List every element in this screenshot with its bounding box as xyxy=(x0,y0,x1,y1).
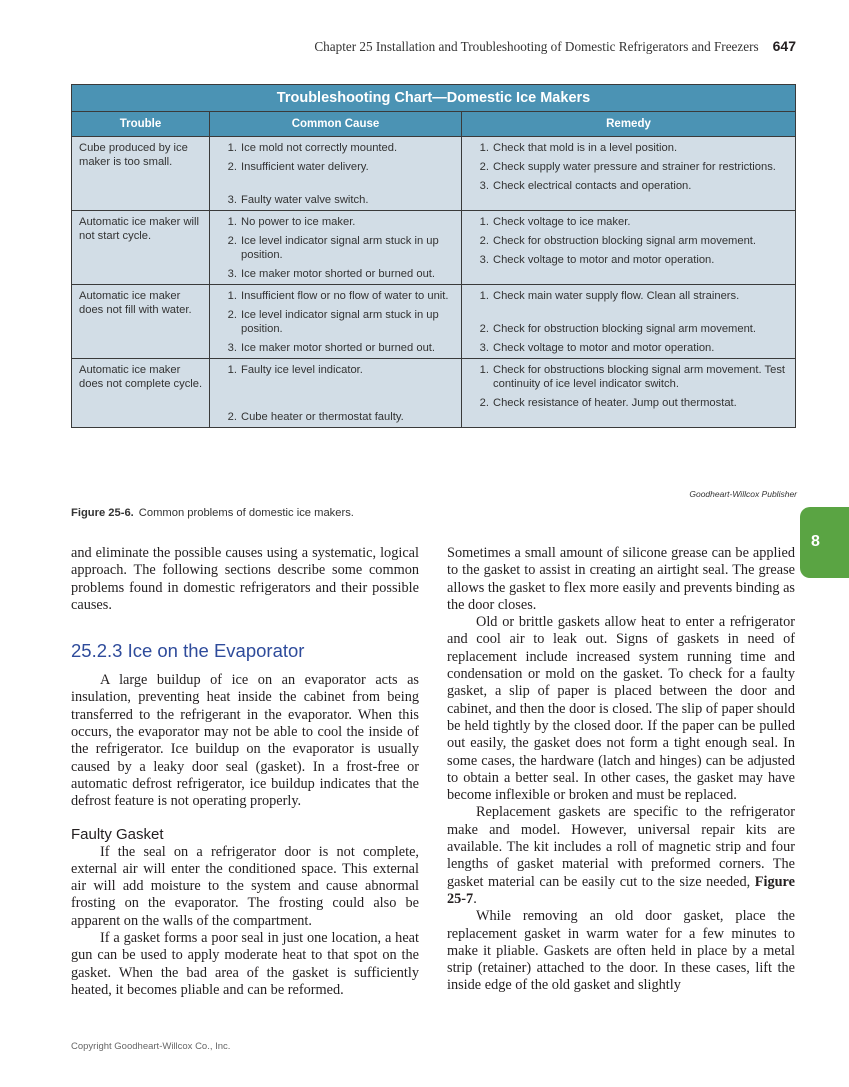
item-number: 3. xyxy=(227,268,237,280)
table-title: Troubleshooting Chart—Domestic Ice Makers xyxy=(72,85,796,112)
cause-cell xyxy=(210,285,462,359)
troubleshooting-table xyxy=(71,84,796,428)
item-number: 1. xyxy=(227,290,237,302)
figure-caption-text: Common problems of domestic ice makers. xyxy=(138,507,354,519)
paragraph xyxy=(447,804,795,908)
item-number: 2. xyxy=(479,235,489,247)
chapter-tab-label: 8 xyxy=(811,533,820,550)
trouble-cell: Automatic ice maker will not start cycle. xyxy=(72,211,210,285)
cause-cell xyxy=(210,137,462,211)
item-number: 2. xyxy=(479,397,489,409)
remedy-text: Check voltage to motor and motor operation. xyxy=(493,342,715,354)
paragraph: and eliminate the possible causes using a systematic, logical approach. The following sections describe some common problems found in domestic refrigerators and their possible causes. xyxy=(71,545,419,613)
item-number: 1. xyxy=(227,142,237,154)
figure-label: Figure 25-6. xyxy=(71,507,134,519)
paragraph: Old or brittle gaskets allow heat to enter a refrigerator and cool air to leak out. Signs of gaskets in need of replacement include increased system running time and condensation or mold on the gasket. To check for a faulty gasket, a slip of paper is placed between the door and cabinet, and then the door is closed. The slip of paper should be held tightly by the closed door. If the paper can be pulled out easily, the gasket does not form a tight enough seal. In some cases, the hardware (latch and hinges) can be adjusted to obtain a better seal. In other cases, the gasket may have become inflexible or broken and must be replaced. xyxy=(447,614,795,804)
remedy-text: Check for obstructions blocking signal arm movement. Test continuity of ice level indicator switch. xyxy=(493,364,786,390)
item-number: 1. xyxy=(479,290,489,302)
cause-text: Cube heater or thermostat faulty. xyxy=(241,411,404,423)
troubleshooting-table-figure xyxy=(71,84,796,428)
remedy-cell xyxy=(462,285,796,359)
remedy-text: Check voltage to ice maker. xyxy=(493,216,631,228)
paragraph: If a gasket forms a poor seal in just one location, a heat gun can be used to apply moderate heat to that spot on the gasket. When the bad area of the gasket is sufficiently heated, it becomes pliable and can be reformed. xyxy=(71,930,419,998)
item-number: 2. xyxy=(479,323,489,335)
paragraph-text: . xyxy=(473,890,477,907)
cause-text: Insufficient water delivery. xyxy=(241,161,369,173)
cause-text: Ice level indicator signal arm stuck in up position. xyxy=(241,309,439,335)
trouble-cell: Automatic ice maker does not complete cycle. xyxy=(72,359,210,428)
cause-cell xyxy=(210,211,462,285)
remedy-text: Check that mold is in a level position. xyxy=(493,142,678,154)
copyright-footer: Copyright Goodheart-Willcox Co., Inc. xyxy=(71,1041,231,1052)
remedy-text: Check supply water pressure and strainer for restrictions. xyxy=(493,161,776,173)
remedy-text: Check resistance of heater. Jump out thermostat. xyxy=(493,397,737,409)
item-number: 2. xyxy=(227,309,237,321)
item-number: 3. xyxy=(479,254,489,266)
column-header-remedy: Remedy xyxy=(462,112,796,137)
body-column-left xyxy=(71,545,419,999)
remedy-text: Check for obstruction blocking signal arm movement. xyxy=(493,323,757,335)
item-number: 3. xyxy=(479,180,489,192)
running-header xyxy=(314,38,796,55)
remedy-text: Check main water supply flow. Clean all strainers. xyxy=(493,290,740,302)
column-header-trouble: Trouble xyxy=(72,112,210,137)
cause-text: Insufficient flow or no flow of water to unit. xyxy=(241,290,449,302)
remedy-cell xyxy=(462,137,796,211)
item-number: 3. xyxy=(227,342,237,354)
table-row xyxy=(72,211,796,285)
item-number: 2. xyxy=(227,411,237,423)
paragraph: A large buildup of ice on an evaporator acts as insulation, preventing heat inside the cabinet from being transferred to the refrigerant in the evaporator. When this occurs, the evaporator may not be able to cool the inside of the refrigerator. Ice buildup on the evaporator is usually caused by a leaky door seal (gasket). In a frost-free or automatic defrost refrigerator, ice buildup indicates that the defrost feature is not operating properly. xyxy=(71,672,419,810)
trouble-cell: Automatic ice maker does not fill with water. xyxy=(72,285,210,359)
paragraph-text: Replacement gaskets are specific to the refrigerator make and model. However, universal repair kits are available. The kit includes a roll of magnetic strip and four lengths of gasket material with preformed corners. The gasket material can be easily cut to the size needed, xyxy=(447,804,795,890)
item-number: 3. xyxy=(479,342,489,354)
table-row xyxy=(72,285,796,359)
item-number: 3. xyxy=(227,194,237,206)
remedy-text: Check voltage to motor and motor operation. xyxy=(493,254,715,266)
running-title: Chapter 25 Installation and Troubleshooting of Domestic Refrigerators and Freezers xyxy=(314,39,759,54)
remedy-cell xyxy=(462,359,796,428)
cause-text: No power to ice maker. xyxy=(241,216,356,228)
item-number: 1. xyxy=(227,216,237,228)
trouble-cell: Cube produced by ice maker is too small. xyxy=(72,137,210,211)
remedy-cell xyxy=(462,211,796,285)
cause-text: Ice maker motor shorted or burned out. xyxy=(241,268,436,280)
item-number: 1. xyxy=(479,364,489,376)
cause-cell xyxy=(210,359,462,428)
item-number: 2. xyxy=(227,235,237,247)
section-heading: 25.2.3 Ice on the Evaporator xyxy=(71,640,305,662)
page-number: 647 xyxy=(772,38,796,54)
table-row xyxy=(72,359,796,428)
remedy-text: Check for obstruction blocking signal arm movement. xyxy=(493,235,757,247)
paragraph: While removing an old door gasket, place the replacement gasket in warm water for a few minutes to make it pliable. Gaskets are often held in place by a metal strip (retainer) attached to the door. In these cases, lift the inside edge of the old gasket and slightly xyxy=(447,908,795,994)
paragraph: If the seal on a refrigerator door is not complete, external air will enter the conditioned space. This external air will add moisture to the system and cause abnormal frosting on the evaporator. The frosting could also be apparent on the walls of the compartment. xyxy=(71,843,419,929)
body-column-right xyxy=(447,545,795,995)
table-row xyxy=(72,137,796,211)
figure-caption xyxy=(71,507,354,519)
item-number: 1. xyxy=(227,364,237,376)
publisher-credit: Goodheart-Willcox Publisher xyxy=(689,489,797,499)
remedy-text: Check electrical contacts and operation. xyxy=(493,180,692,192)
paragraph: Sometimes a small amount of silicone grease can be applied to the gasket to assist in creating an airtight seal. The grease allows the gasket to flex more easily and prevents binding as the door closes. xyxy=(447,545,795,613)
column-header-common-cause: Common Cause xyxy=(210,112,462,137)
cause-text: Faulty water valve switch. xyxy=(241,194,369,206)
item-number: 2. xyxy=(227,161,237,173)
cause-text: Ice mold not correctly mounted. xyxy=(241,142,398,154)
item-number: 2. xyxy=(479,161,489,173)
item-number: 1. xyxy=(479,142,489,154)
item-number: 1. xyxy=(479,216,489,228)
cause-text: Faulty ice level indicator. xyxy=(241,364,363,376)
figure-reference-link[interactable]: Figure 25-7 xyxy=(447,873,795,907)
subsection-heading: Faulty Gasket xyxy=(71,825,164,843)
cause-text: Ice maker motor shorted or burned out. xyxy=(241,342,436,354)
chapter-tab-marker xyxy=(800,507,849,578)
cause-text: Ice level indicator signal arm stuck in up position. xyxy=(241,235,439,261)
